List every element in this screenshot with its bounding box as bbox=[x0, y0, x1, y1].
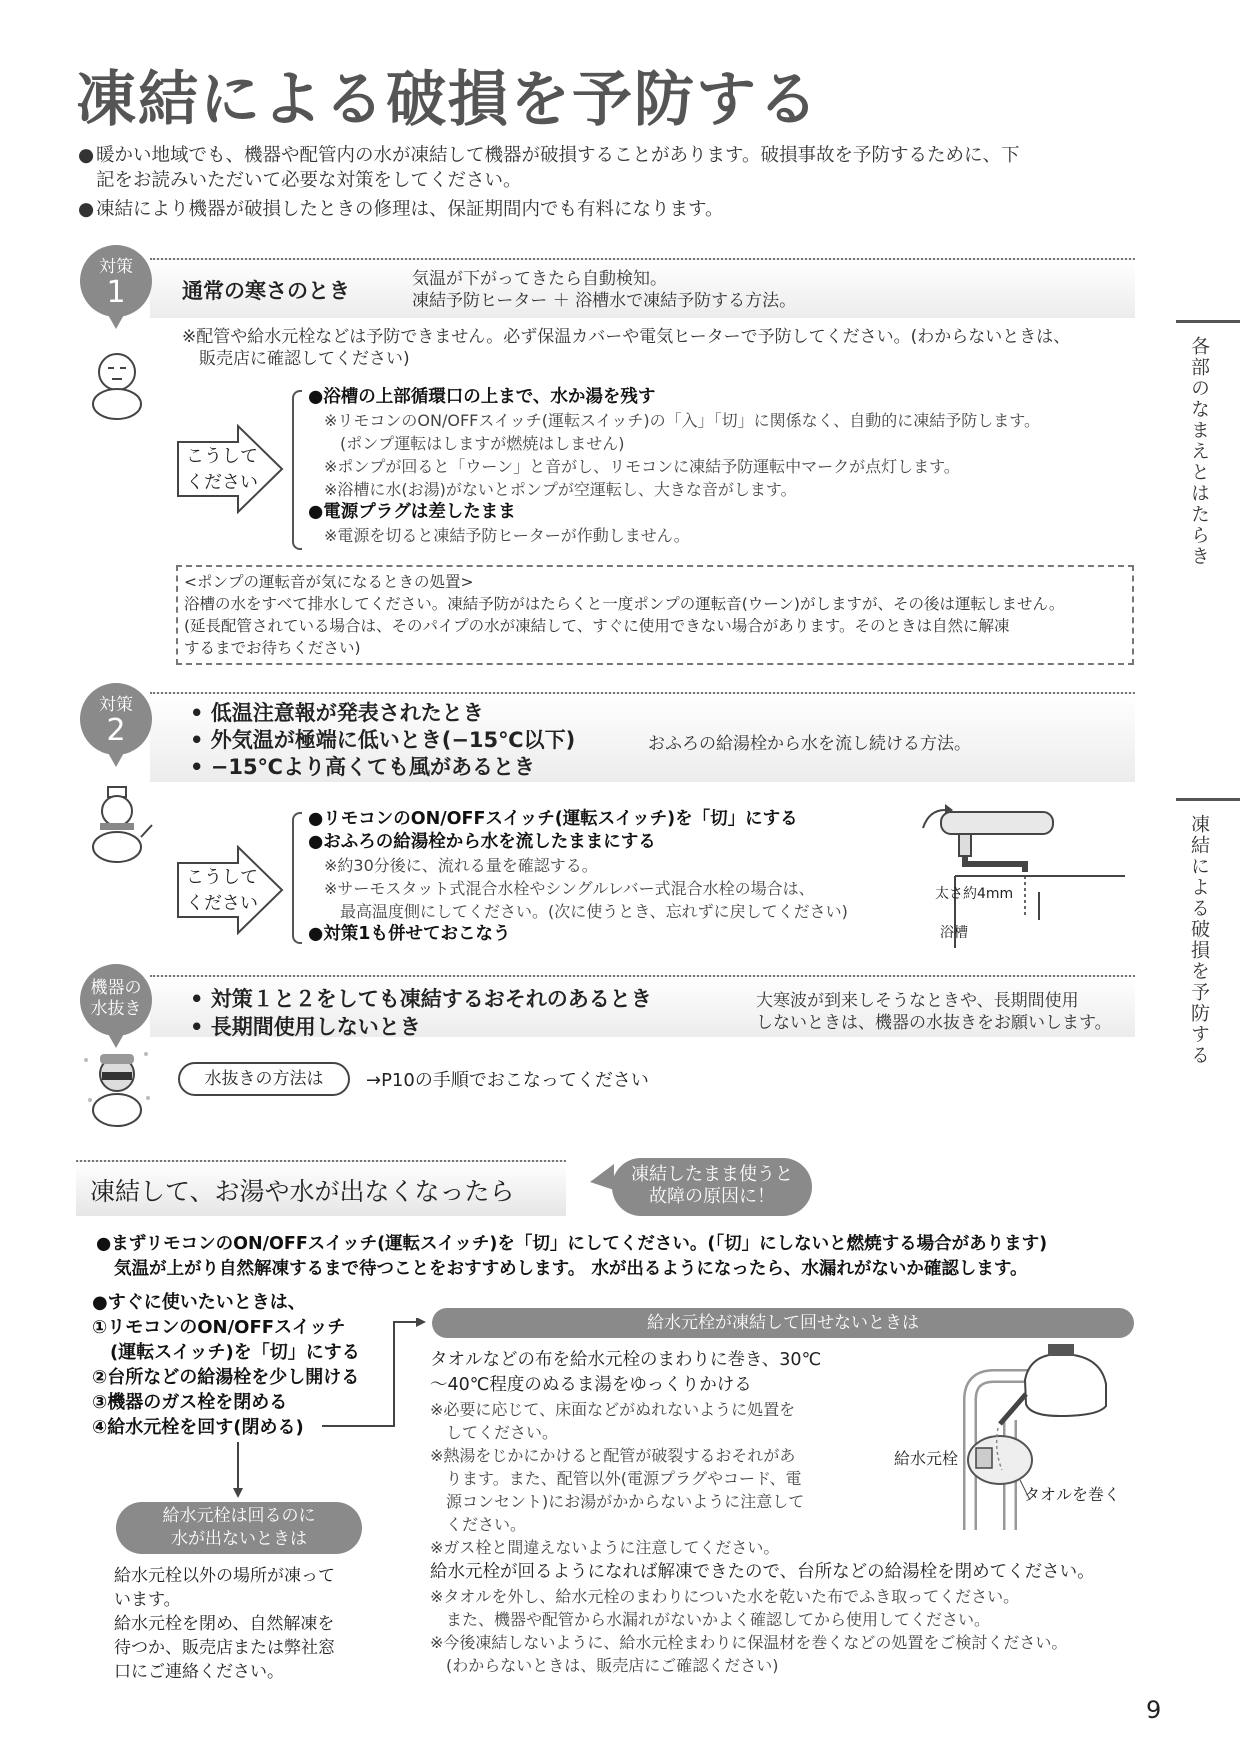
connector-arrows-icon bbox=[230, 1318, 430, 1500]
section1-badge bbox=[80, 245, 152, 317]
final-text bbox=[430, 1560, 1140, 1677]
section3-desc bbox=[756, 990, 1112, 1034]
step-line: ①リモコンのON/OFFスイッチ bbox=[92, 1317, 346, 1338]
badge-line: 水抜き bbox=[90, 999, 142, 1019]
pump-box-line: (延長配管されている場合は、そのパイプの水が凍結して、すぐに使用できない場合があります。そのときは自然に解凍 bbox=[184, 617, 1010, 635]
arrow-label-1 bbox=[186, 444, 258, 496]
frozen-main bbox=[96, 1232, 1146, 1282]
section1-badge-tail bbox=[107, 313, 125, 329]
tub-label: 浴槽 bbox=[940, 925, 968, 941]
note-line: 源コンセント)にお湯がかからないように注意して bbox=[446, 1492, 805, 1511]
note-line: ※今後凍結しないように、給水元栓まわりに保温材を巻くなどの処置をご検討ください。 bbox=[430, 1633, 1068, 1652]
valve-label: 給水元栓 bbox=[894, 1449, 959, 1468]
drain-page-ref[interactable]: →P10の手順でおこなってください bbox=[366, 1070, 649, 1091]
text-line: 給水元栓が回るようになれば解凍できたので、台所などの給湯栓を閉めてください。 bbox=[430, 1562, 1095, 1582]
badge-label: 対策 bbox=[99, 695, 133, 715]
desc-line: しないときは、機器の水抜きをお願いします。 bbox=[756, 1013, 1112, 1033]
text-line: タオルなどの布を給水元栓のまわりに巻き、30℃ bbox=[430, 1350, 822, 1370]
intro-bullet-1 bbox=[78, 143, 1146, 193]
intro-line: 暖かい地域でも、機器や配管内の水が凍結して機器が破損することがあります。破損事故を予防するために、下 bbox=[96, 145, 1020, 166]
snowman-winter-icon bbox=[80, 1040, 155, 1130]
section2-headings bbox=[190, 700, 575, 781]
section2-badge-tail bbox=[107, 751, 125, 767]
note-line: ります。また、配管以外(電源プラグやコード、電 bbox=[446, 1469, 802, 1488]
arrow-line: ください bbox=[186, 893, 258, 914]
snowman-scarf-icon bbox=[86, 785, 156, 865]
heading-line: • 対策１と２をしても凍結するおそれのあるとき bbox=[190, 987, 652, 1011]
intro-line: 記をお読みいただいて必要な対策をしてください。 bbox=[96, 170, 522, 191]
heading-line: • 外気温が極端に低いとき(−15℃以下) bbox=[190, 728, 576, 752]
section3-badge bbox=[80, 964, 152, 1036]
bullet-dot: ● bbox=[78, 199, 95, 220]
item-note: ※浴槽に水(お湯)がないとポンプが空運転し、大きな音がします。 bbox=[324, 480, 797, 499]
item-note: ※約30分後に、流れる量を確認する。 bbox=[324, 856, 598, 875]
section1-desc bbox=[412, 268, 796, 312]
pill-line: 水が出ないときは bbox=[171, 1529, 307, 1549]
item-note: ※サーモスタット式混合水栓やシングルレバー式混合水栓の場合は、 bbox=[324, 879, 815, 898]
main-line: 気温が上がり自然解凍するまで待つことをおすすめします。 水が出るようになったら、水漏れがないか確認します。 bbox=[114, 1259, 1028, 1279]
note-line: (わからないときは、販売店にご確認ください) bbox=[446, 1656, 779, 1675]
warning-line: 故障の原因に！ bbox=[649, 1186, 775, 1207]
desc-line: 気温が下がってきたら自動検知。 bbox=[412, 269, 667, 289]
note-line: してください。 bbox=[446, 1423, 559, 1442]
note-line: ください。 bbox=[446, 1515, 527, 1534]
item-note: 最高温度側にしてください。(次に使うとき、忘れずに戻してください) bbox=[340, 902, 848, 921]
item-bold: ●おふろの給湯栓から水を流したままにする bbox=[308, 832, 656, 852]
text-line: 口にご連絡ください。 bbox=[114, 1662, 284, 1682]
side-tab-divider bbox=[1176, 798, 1240, 801]
arrow-line: こうして bbox=[186, 867, 258, 888]
faucet-width-label: 太さ約4mm bbox=[935, 886, 1014, 902]
step-line: ④給水元栓を回す(閉める) bbox=[92, 1417, 304, 1438]
step-line: ③機器のガス栓を閉める bbox=[92, 1392, 288, 1413]
item-note: ※電源を切ると凍結予防ヒーターが作動しません。 bbox=[324, 526, 690, 545]
section1-items bbox=[308, 386, 1128, 547]
frozen-heading: 凍結して、お湯や水が出なくなったら bbox=[90, 1177, 515, 1206]
side-tab-divider bbox=[1176, 320, 1240, 323]
pump-noise-box bbox=[176, 565, 1134, 665]
step-line: ●すぐに使いたいときは、 bbox=[92, 1292, 306, 1313]
note-line: ※タオルを外し、給水元栓のまわりについた水を乾いた布でふき取ってください。 bbox=[430, 1587, 1020, 1606]
text-line: 〜40℃程度のぬるま湯をゆっくりかける bbox=[430, 1375, 752, 1395]
speech-tail-icon bbox=[590, 1160, 614, 1200]
section1-heading: 通常の寒さのとき bbox=[182, 279, 350, 303]
bracket bbox=[292, 812, 302, 944]
pill-line: 給水元栓は回るのに bbox=[162, 1506, 316, 1526]
section1-note bbox=[182, 326, 1142, 370]
item-bold: ●対策1も併せておこなう bbox=[308, 924, 511, 944]
intro-line: 凍結により機器が破損したときの修理は、保証期間内でも有料になります。 bbox=[96, 199, 724, 220]
item-bold: ●浴槽の上部循環口の上まで、水か湯を残す bbox=[308, 387, 656, 407]
item-bold: ●電源プラグは差したまま bbox=[308, 502, 516, 522]
desc-line: 大寒波が到来しそうなときや、長期間使用 bbox=[756, 991, 1079, 1011]
heading-line: • −15℃より高くても風があるとき bbox=[190, 755, 535, 779]
pump-box-line: <ポンプの運転音が気になるときの処置> bbox=[184, 573, 474, 591]
page-number: 9 bbox=[1146, 1696, 1162, 1724]
side-tab-freeze[interactable]: 凍結による破損を予防する bbox=[1188, 814, 1210, 1066]
arrow-line: ください bbox=[186, 472, 258, 493]
note-line: ※配管や給水元栓などは予防できません。必ず保温カバーや電気ヒーターで予防してください。(わからないときは、 bbox=[182, 327, 1071, 347]
note-line: ※必要に応じて、床面などがぬれないように処置を bbox=[430, 1400, 796, 1419]
frozen-warning-bubble bbox=[612, 1158, 812, 1216]
item-note: ※ポンプが回ると「ウーン」と音がし、リモコンに凍結予防運転中マークが点灯します。 bbox=[324, 457, 960, 476]
turns-text bbox=[114, 1564, 335, 1684]
main-line: ●まずリモコンのON/OFFスイッチ(運転スイッチ)を「切」にしてください。(「切」にしないと燃焼する場合があります) bbox=[96, 1234, 1048, 1254]
turns-pill bbox=[116, 1502, 362, 1554]
heading-line: • 長期間使用しないとき bbox=[190, 1015, 421, 1039]
stuck-pill: 給水元栓が凍結して回せないときは bbox=[432, 1308, 1134, 1338]
intro-bullet-2 bbox=[78, 197, 1146, 222]
note-line: 販売店に確認してください) bbox=[199, 349, 410, 369]
pump-box-line: するまでお待ちください) bbox=[184, 639, 361, 657]
side-tab-parts[interactable]: 各部のなまえとはたらき bbox=[1188, 336, 1210, 567]
heading-line: • 低温注意報が発表されたとき bbox=[190, 701, 484, 725]
towel-label: タオルを巻く bbox=[1024, 1485, 1121, 1504]
item-note: (ポンプ運転はしますが燃焼はしません) bbox=[340, 434, 625, 453]
section2-desc: おふろの給湯栓から水を流し続ける方法。 bbox=[648, 734, 971, 754]
page-title: 凍結による破損を予防する bbox=[76, 65, 820, 135]
step-line: ②台所などの給湯栓を少し開ける bbox=[92, 1367, 360, 1388]
note-line: ※ガス栓と間違えないように注意してください。 bbox=[430, 1538, 780, 1557]
step-line: (運転スイッチ)を「切」にする bbox=[110, 1342, 360, 1363]
bullet-dot: ● bbox=[78, 145, 95, 166]
drain-method-pill[interactable]: 水抜きの方法は bbox=[178, 1062, 350, 1096]
pump-box-line: 浴槽の水をすべて排水してください。凍結予防がはたらくと一度ポンプの運転音(ウーン)がしますが、その後は運転しません。 bbox=[184, 595, 1065, 613]
badge-number: 2 bbox=[106, 713, 126, 748]
item-note: ※リモコンのON/OFFスイッチ(運転スイッチ)の「入」「切」に関係なく、自動的に凍結予防します。 bbox=[324, 411, 1040, 430]
badge-number: 1 bbox=[106, 275, 126, 310]
stuck-text bbox=[430, 1348, 855, 1559]
bracket bbox=[292, 390, 302, 550]
text-line: います。 bbox=[114, 1590, 181, 1610]
item-bold: ●リモコンのON/OFFスイッチ(運転スイッチ)を「切」にする bbox=[308, 809, 798, 829]
section2-items bbox=[308, 808, 908, 946]
badge-label: 対策 bbox=[99, 257, 133, 277]
snowman-icon bbox=[86, 350, 148, 420]
badge-line: 機器の bbox=[90, 978, 142, 998]
warning-line: 凍結したまま使うと bbox=[631, 1164, 793, 1185]
arrow-label-2 bbox=[186, 865, 258, 917]
note-line: ※熱湯をじかにかけると配管が破裂するおそれがあ bbox=[430, 1446, 796, 1465]
text-line: 給水元栓を閉め、自然解凍を bbox=[114, 1614, 335, 1634]
arrow-line: こうして bbox=[186, 446, 258, 467]
section3-headings bbox=[190, 985, 652, 1041]
section2-badge bbox=[80, 683, 152, 755]
text-line: 給水元栓以外の場所が凍って bbox=[114, 1566, 335, 1586]
note-line: また、機器や配管から水漏れがないかよく確認してから使用してください。 bbox=[446, 1610, 991, 1629]
desc-line: 凍結予防ヒーター ＋ 浴槽水で凍結予防する方法。 bbox=[412, 291, 797, 311]
text-line: 待つか、販売店または弊社窓 bbox=[114, 1638, 335, 1658]
